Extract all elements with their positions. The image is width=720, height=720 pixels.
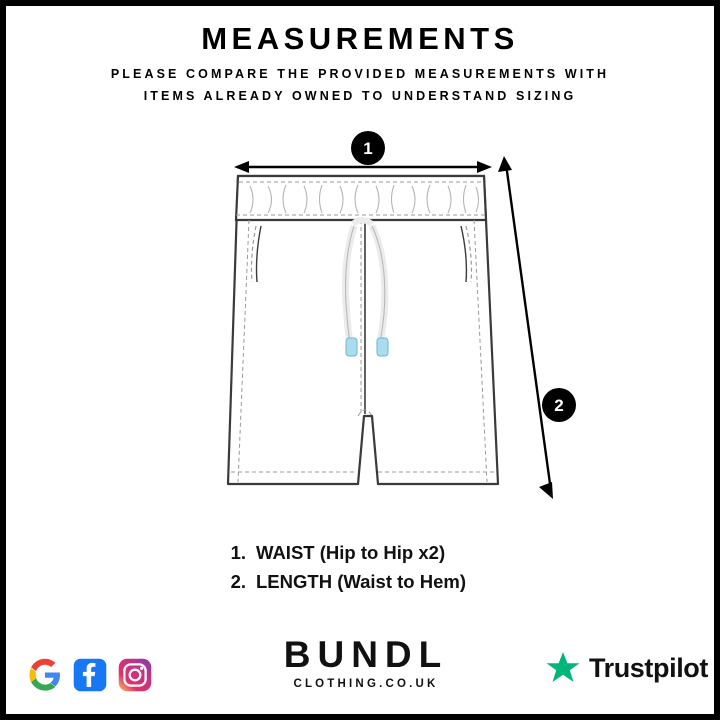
shorts-technical-drawing-svg <box>6 116 720 526</box>
legend-item-length <box>6 568 720 597</box>
waistband <box>236 176 486 220</box>
trustpilot-label: Trustpilot <box>589 652 708 683</box>
legend-item-length-number: 2. <box>230 570 246 592</box>
length-measure-arrow <box>498 156 553 499</box>
page-title: MEASUREMENTS <box>201 21 519 56</box>
header-subtitle <box>6 64 714 108</box>
garment-diagram <box>6 116 720 526</box>
header-subtitle-line1: PLEASE COMPARE THE PROVIDED MEASUREMENTS WITH <box>110 67 610 82</box>
brand-website: CLOTHING.CO.UK <box>293 678 439 690</box>
legend-item-waist-number: 1. <box>230 542 246 563</box>
legend-item-length-label: LENGTH (Waist to Hem) <box>256 570 467 592</box>
trustpilot-star-icon <box>545 650 581 686</box>
trustpilot-logo[interactable] <box>545 650 708 686</box>
badge-waist: 1 <box>351 131 385 165</box>
header <box>6 22 714 108</box>
header-subtitle-line2: ITEMS ALREADY OWNED TO UNDERSTAND SIZING <box>143 88 577 103</box>
legend-item-waist <box>6 539 720 568</box>
brand-name: BUNDL <box>283 634 449 675</box>
badge-length: 2 <box>542 388 576 422</box>
legend <box>6 539 720 596</box>
legend-item-waist-label: WAIST (Hip to Hip x2) <box>256 542 446 563</box>
footer <box>6 626 720 700</box>
